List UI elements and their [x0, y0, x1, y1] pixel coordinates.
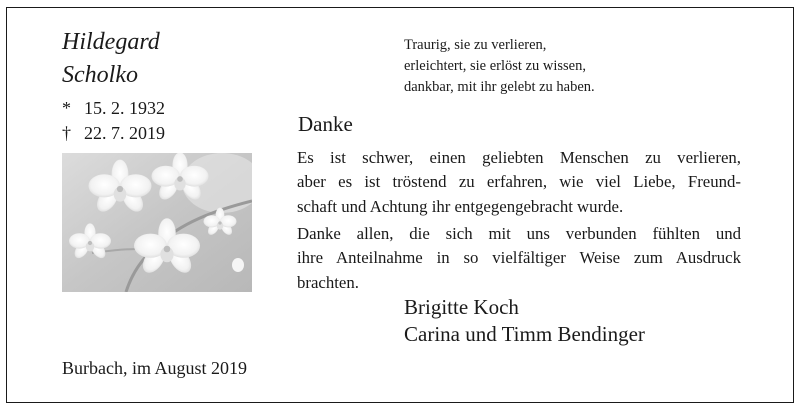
paragraph-line: Danke allen, die sich mit uns verbunden fühlten und: [297, 224, 741, 243]
paragraph-line: brachten.: [297, 272, 359, 292]
paragraph-line: ihre Anteilnahme in so vielfältiger Weise zum Ausdruck: [297, 248, 741, 268]
signature-name: Carina und Timm Bendinger: [404, 322, 645, 346]
death-date: 22. 7. 2019: [84, 123, 165, 143]
place-date: Burbach, im August 2019: [62, 358, 247, 378]
paragraph-line: Es ist schwer, einen geliebten Menschen zu verlieren,: [297, 148, 741, 167]
thanks-paragraph-2: [297, 222, 741, 295]
death-cross-icon: †: [62, 123, 71, 143]
poem-line: dankbar, mit ihr gelebt zu haben.: [404, 79, 595, 95]
birth-date: 15. 2. 1932: [84, 98, 165, 118]
deceased-last-name: Scholko: [62, 62, 138, 88]
thanks-heading: Danke: [298, 112, 353, 136]
birth-star-icon: *: [62, 98, 71, 118]
thanks-paragraph-1: [297, 146, 741, 219]
paragraph-line: aber es ist tröstend zu erfahren, wie viel Liebe, Freund-: [297, 172, 741, 192]
poem-line: erleichtert, sie erlöst zu wissen,: [404, 58, 586, 74]
poem: [404, 35, 595, 98]
orchid-photo: [62, 153, 252, 292]
paragraph-line: schaft und Achtung ihr entgegengebracht wurde.: [297, 196, 624, 216]
death-line: [62, 121, 165, 145]
signatures: [404, 294, 645, 348]
signature-name: Brigitte Koch: [404, 295, 519, 319]
poem-line: Traurig, sie zu verlieren,: [404, 37, 547, 53]
birth-line: [62, 96, 165, 120]
deceased-first-name: Hildegard: [62, 29, 160, 55]
